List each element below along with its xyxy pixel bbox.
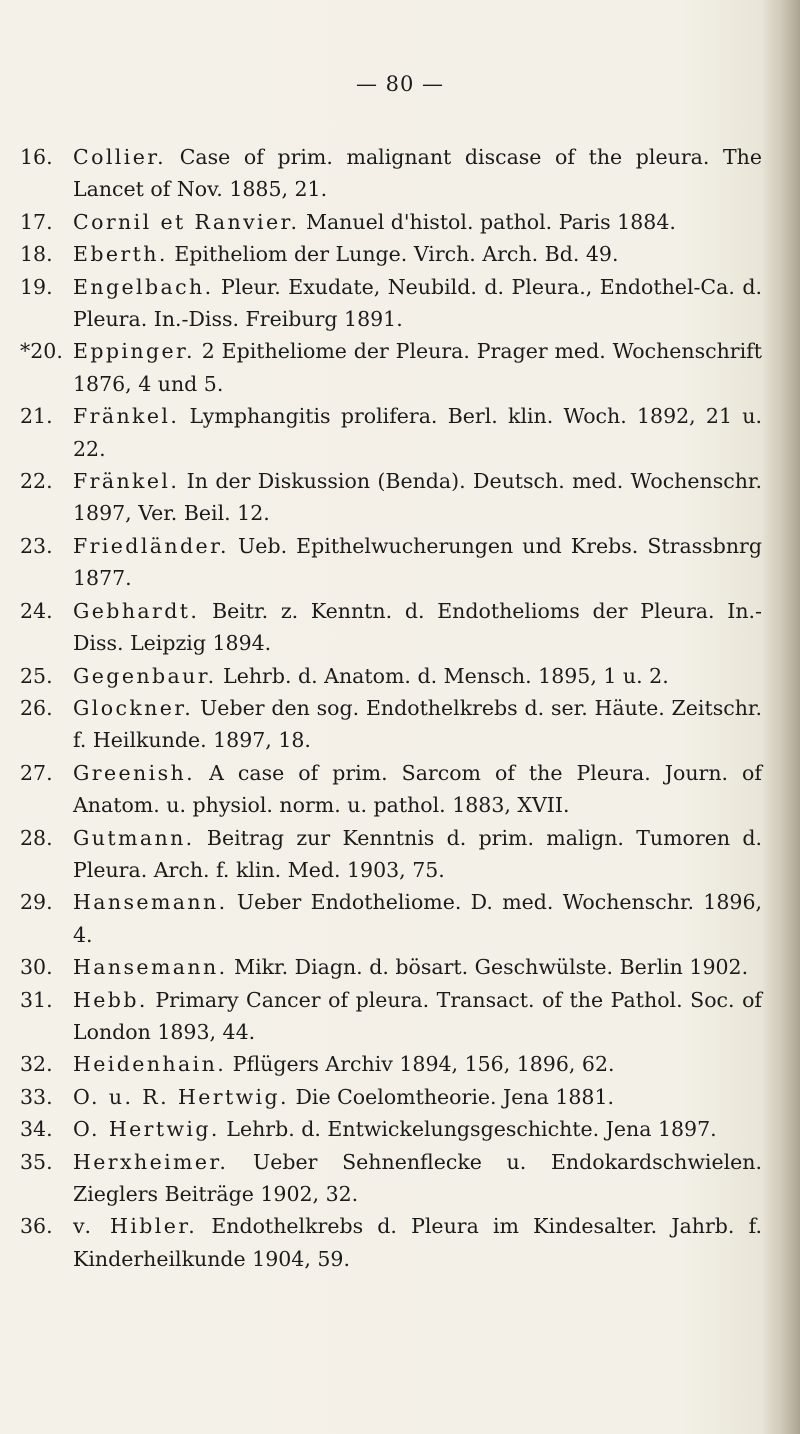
reference-number: 35.	[20, 1149, 53, 1174]
reference-entry	[20, 1146, 762, 1211]
reference-number: 24.	[20, 598, 53, 623]
reference-entry	[20, 1210, 762, 1275]
reference-list	[20, 141, 762, 1275]
reference-number: 18.	[20, 242, 53, 267]
reference-author: Gebhardt.	[73, 598, 200, 623]
reference-text: Case of prim. malignant discase of the pleura. The Lancet of Nov. 1885, 21.	[73, 145, 762, 202]
reference-text: Ueber den sog. Endothelkrebs d. ser. Häute. Zeitschr. f. Heilkunde. 1897, 18.	[73, 695, 762, 753]
reference-author: Collier.	[73, 145, 167, 169]
reference-text: 2 Epitheliome der Pleura. Prager med. Wochenschrift 1876, 4 und 5.	[73, 339, 762, 396]
reference-number: 21.	[20, 404, 53, 429]
reference-number: 28.	[20, 825, 53, 850]
reference-text: Lehrb. d. Entwickelungsgeschichte. Jena 1897.	[226, 1117, 717, 1142]
reference-author: Friedländer.	[73, 533, 229, 558]
reference-entry	[20, 530, 762, 595]
reference-text: A case of prim. Sarcom of the Pleura. Journ. of Anatom. u. physiol. norm. u. pathol. 1883, XVII.	[73, 760, 762, 818]
reference-author: Eppinger.	[73, 339, 195, 364]
reference-number: 17.	[20, 209, 53, 234]
reference-text: Manuel d'histol. pathol. Paris 1884.	[305, 209, 676, 234]
reference-text: Lymphangitis prolifera. Berl. klin. Woch. 1892, 21 u. 22.	[73, 404, 762, 461]
reference-author: Hansemann.	[73, 955, 228, 980]
reference-author: O. u. R. Hertwig.	[73, 1084, 289, 1109]
reference-author: Glockner.	[73, 695, 194, 720]
reference-number: 22.	[20, 469, 53, 494]
reference-number: 19.	[20, 274, 53, 299]
reference-text: Ueber Endotheliome. D. med. Wochenschr. 1896, 4.	[73, 890, 762, 947]
reference-number: 33.	[20, 1084, 53, 1109]
reference-entry	[20, 984, 762, 1049]
reference-text: Pleur. Exudate, Neubild. d. Pleura., Endothel-Ca. d. Pleura. In.-Diss. Freiburg 1891.	[73, 274, 762, 332]
reference-author: Gegenbaur.	[73, 663, 217, 688]
reference-number: 30.	[20, 955, 53, 980]
reference-entry	[20, 595, 762, 660]
reference-entry	[20, 465, 762, 530]
reference-text: Pflügers Archiv 1894, 156, 1896, 62.	[232, 1052, 615, 1077]
reference-number: 32.	[20, 1052, 53, 1077]
reference-text: In der Diskussion (Benda). Deutsch. med. Wochenschr. 1897, Ver. Beil. 12.	[73, 469, 762, 526]
reference-entry	[20, 206, 762, 238]
reference-author: Greenish.	[73, 760, 196, 785]
reference-author: Heidenhain.	[73, 1052, 227, 1077]
reference-author: Fränkel.	[73, 404, 180, 429]
reference-entry	[20, 1113, 762, 1145]
reference-entry	[20, 1081, 762, 1113]
reference-entry	[20, 238, 762, 270]
reference-entry	[20, 757, 762, 822]
reference-author: Cornil et Ranvier.	[73, 209, 300, 234]
reference-entry	[20, 692, 762, 757]
reference-text: Epitheliom der Lunge. Virch. Arch. Bd. 49.	[174, 242, 619, 267]
reference-number: *20.	[20, 339, 63, 364]
reference-number: 25.	[20, 663, 53, 688]
reference-text: Mikr. Diagn. d. bösart. Geschwülste. Berlin 1902.	[234, 955, 749, 980]
reference-text: Beitr. z. Kenntn. d. Endothelioms der Pleura. In.-Diss. Leipzig 1894.	[73, 598, 762, 656]
reference-entry	[20, 400, 762, 465]
reference-entry	[20, 335, 762, 400]
page-edge-shadow	[762, 0, 800, 1434]
reference-number: 34.	[20, 1117, 53, 1142]
reference-text: Ueb. Epithelwucherungen und Krebs. Strassbnrg 1877.	[73, 533, 762, 591]
reference-text: Endothelkrebs d. Pleura im Kindesalter. Jahrb. f. Kinderheilkunde 1904, 59.	[73, 1214, 762, 1271]
reference-author: Gutmann.	[73, 825, 195, 850]
reference-author: Engelbach.	[73, 274, 214, 299]
reference-author: O. Hertwig.	[73, 1117, 220, 1142]
reference-entry	[20, 822, 762, 887]
page-number: — 80 —	[355, 72, 445, 96]
reference-author: Fränkel.	[73, 469, 180, 494]
reference-number: 16.	[20, 145, 53, 169]
reference-text: Beitrag zur Kenntnis d. prim. malign. Tumoren d. Pleura. Arch. f. klin. Med. 1903, 75.	[73, 825, 762, 882]
reference-number: 26.	[20, 695, 53, 720]
reference-text: Lehrb. d. Anatom. d. Mensch. 1895, 1 u. 2.	[223, 663, 669, 688]
reference-number: 27.	[20, 760, 53, 785]
reference-author: Herxheimer.	[73, 1149, 229, 1174]
reference-text: Primary Cancer of pleura. Transact. of the Pathol. Soc. of London 1893, 44.	[73, 987, 762, 1044]
reference-author: Hansemann.	[73, 890, 228, 915]
reference-entry	[20, 271, 762, 336]
reference-text: Ueber Sehnenflecke u. Endokardschwielen. Zieglers Beiträge 1902, 32.	[73, 1149, 762, 1206]
reference-entry	[20, 141, 762, 206]
reference-number: 31.	[20, 987, 53, 1012]
reference-text: Die Coelomtheorie. Jena 1881.	[295, 1084, 615, 1109]
reference-number: 36.	[20, 1214, 53, 1239]
reference-author: Hebb.	[73, 987, 148, 1012]
reference-number: 29.	[20, 890, 53, 915]
reference-entry	[20, 951, 762, 983]
reference-entry	[20, 886, 762, 951]
reference-author: Eberth.	[73, 242, 168, 267]
reference-author: v. Hibler.	[73, 1214, 198, 1239]
reference-entry	[20, 1048, 762, 1080]
reference-number: 23.	[20, 533, 53, 558]
reference-entry	[20, 660, 762, 692]
